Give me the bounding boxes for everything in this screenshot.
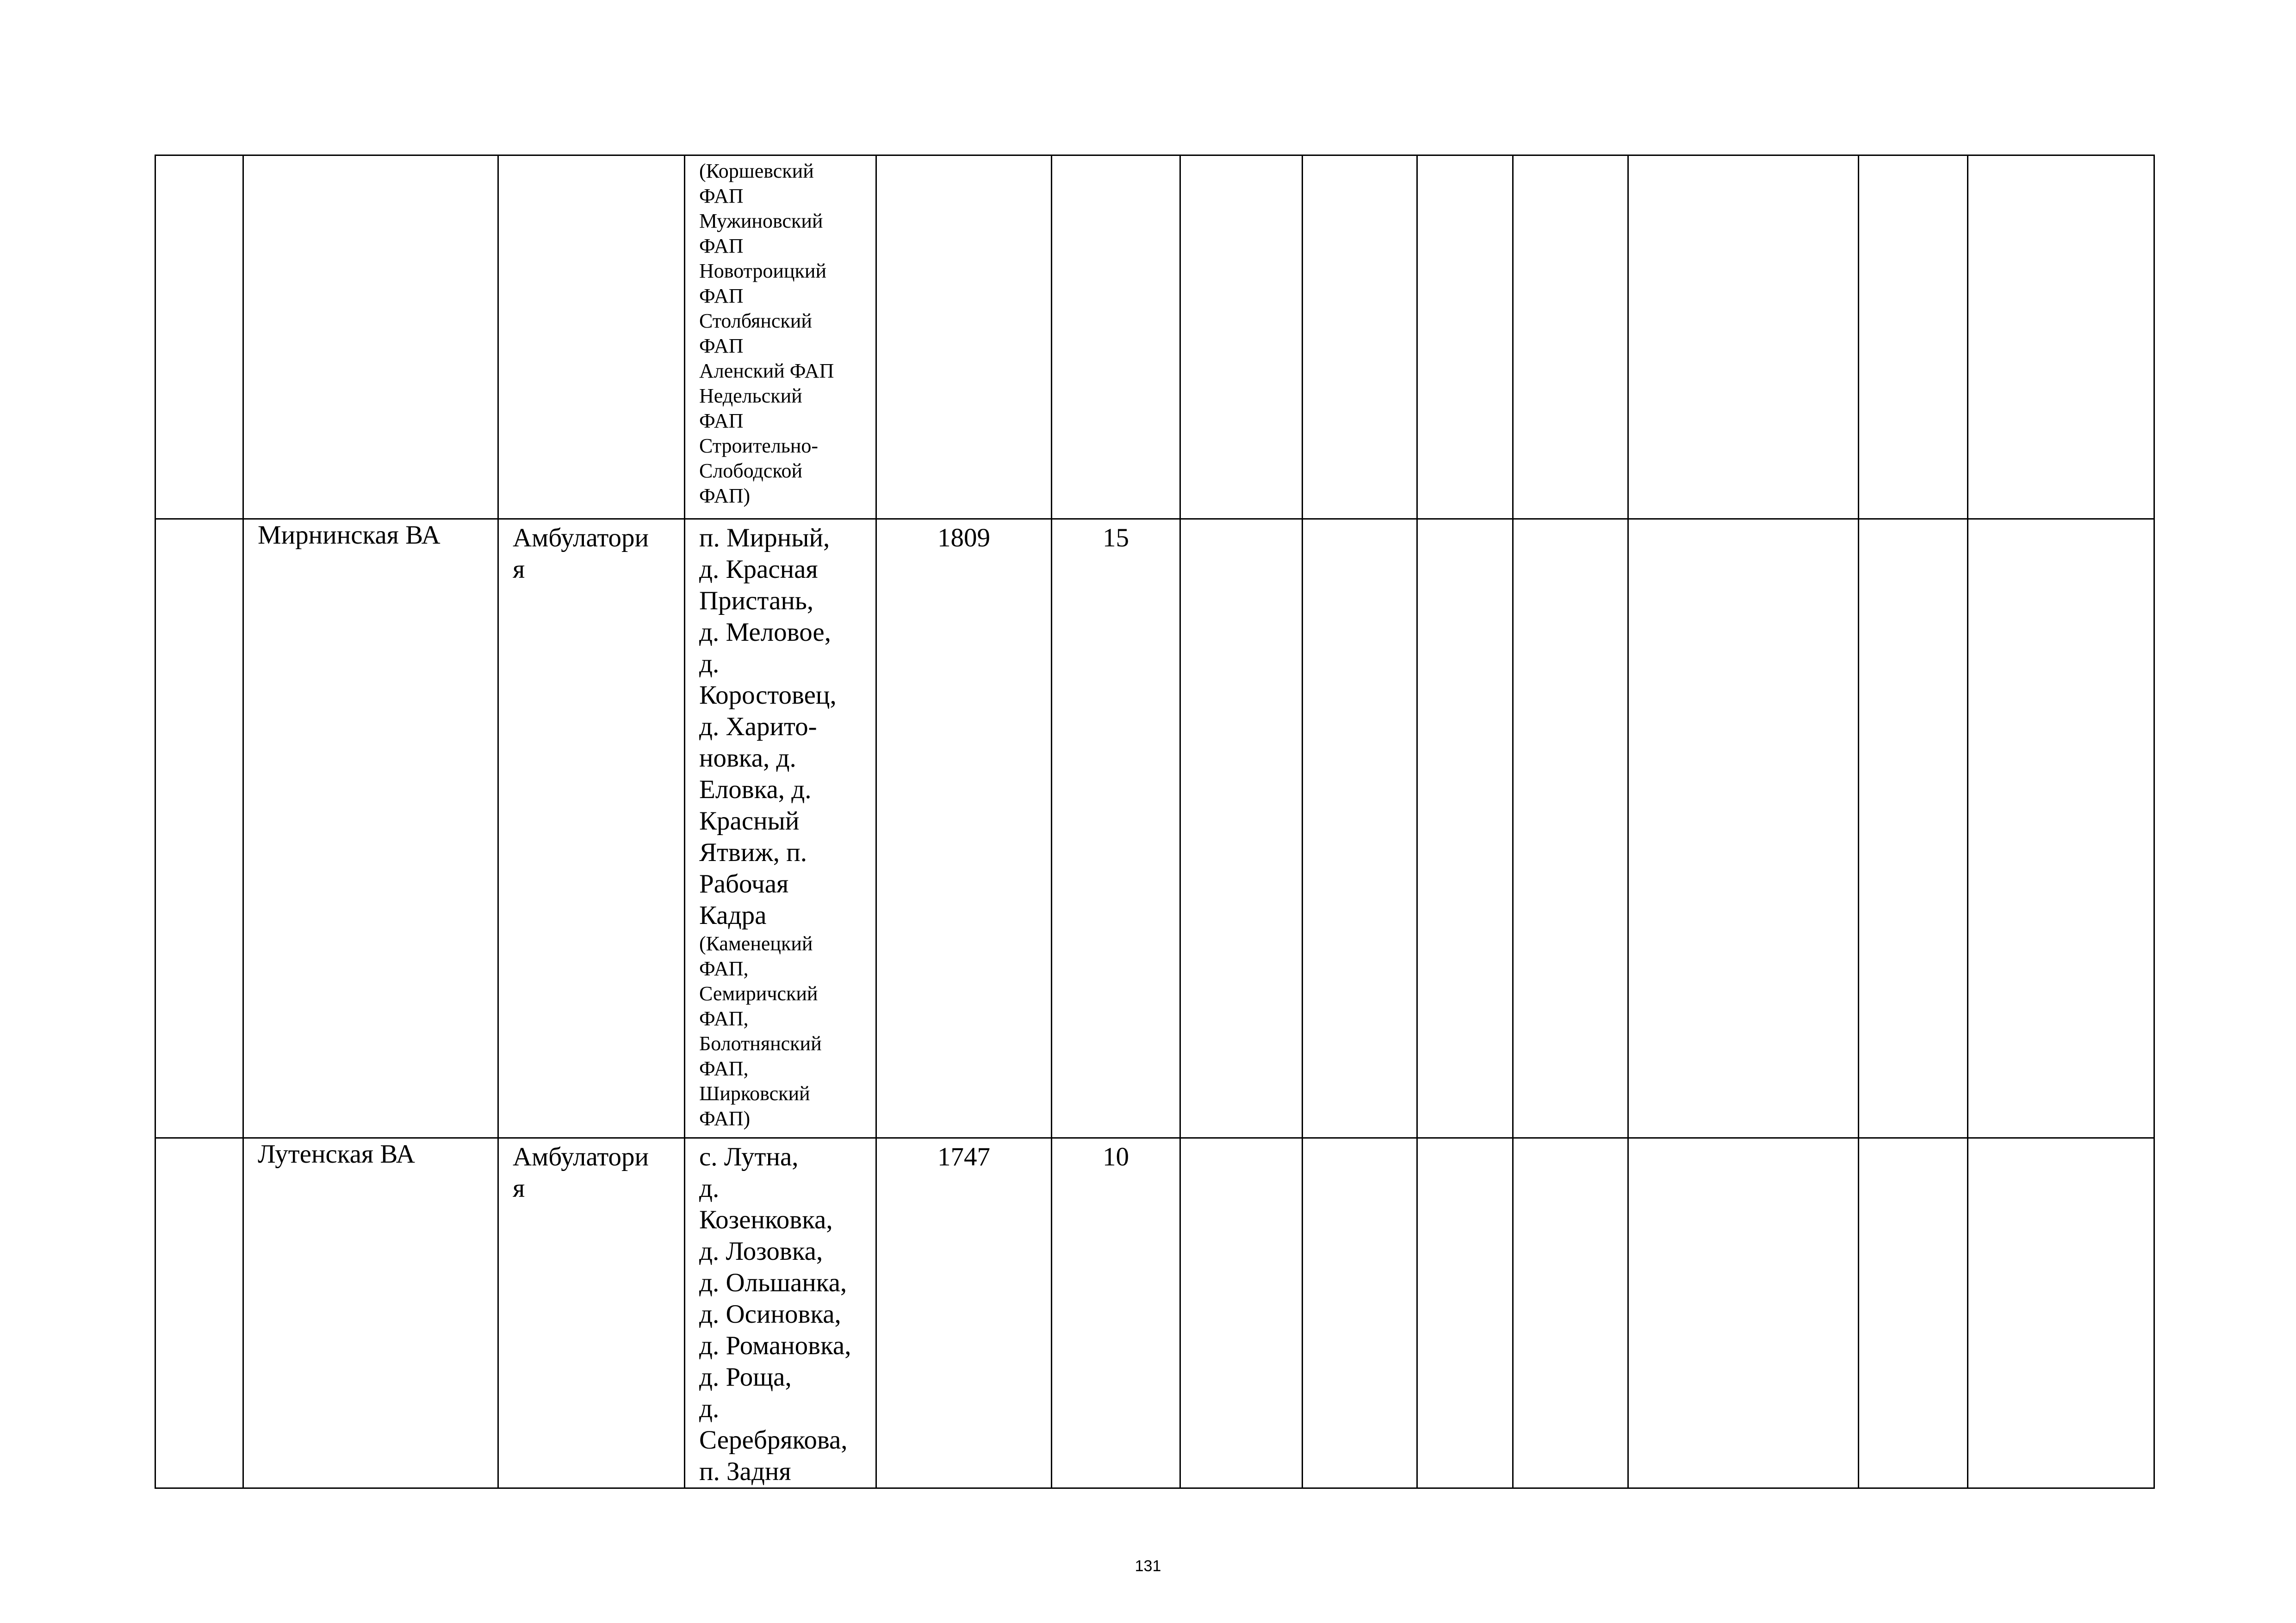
table-cell-staff: 10 — [1052, 1138, 1180, 1488]
table-cell-number — [155, 155, 243, 519]
table-cell-empty — [1968, 519, 2154, 1138]
table-cell-number — [155, 519, 243, 1138]
settlements-fap-text: (Коршевский ФАП Мужиновский ФАП Новотроицкий ФАП Столбянский ФАП Аленский ФАП Недельский ФАП Строительно- Слободской ФАП) — [699, 160, 834, 507]
table-cell-empty — [1180, 155, 1303, 519]
table-cell-empty — [1303, 519, 1417, 1138]
table-cell-staff — [1052, 155, 1180, 519]
table-cell-empty — [1303, 155, 1417, 519]
table-cell-empty — [1628, 155, 1859, 519]
table-cell-settlements — [685, 1138, 876, 1488]
page-number: 131 — [1135, 1557, 1161, 1575]
table-cell-empty — [1303, 1138, 1417, 1488]
table-cell-empty — [1180, 519, 1303, 1138]
table-cell-empty — [1859, 1138, 1968, 1488]
table-cell-empty — [1417, 1138, 1513, 1488]
table-cell-type: Амбулатори я — [498, 1138, 685, 1488]
table-row — [155, 519, 2154, 1138]
table-cell-settlements — [685, 519, 876, 1138]
settlements-main-text: с. Лутна, д. Козенковка, д. Лозовка, д. Ольшанка, д. Осиновка, д. Романовка, д. Роща, д. Серебрякова, п. Задня — [699, 1142, 851, 1486]
table-cell-empty — [1968, 155, 2154, 519]
table-cell-empty — [1859, 155, 1968, 519]
table-cell-empty — [1513, 155, 1628, 519]
table-cell-name: Лутенская ВА — [243, 1138, 498, 1488]
table-cell-empty — [1417, 519, 1513, 1138]
table-cell-staff: 15 — [1052, 519, 1180, 1138]
table-cell-empty — [1628, 519, 1859, 1138]
table-cell-number — [155, 1138, 243, 1488]
table-cell-empty — [1417, 155, 1513, 519]
table-cell-settlements — [685, 155, 876, 519]
table-row — [155, 155, 2154, 519]
table-cell-population: 1747 — [876, 1138, 1052, 1488]
table-cell-empty — [1180, 1138, 1303, 1488]
table-cell-population: 1809 — [876, 519, 1052, 1138]
table-cell-empty — [1513, 519, 1628, 1138]
settlements-fap-text: (Каменецкий ФАП, Семиричский ФАП, Болотнянский ФАП, Ширковский ФАП) — [699, 932, 822, 1130]
settlements-main-text: п. Мирный, д. Красная Пристань, д. Меловое, д. Коростовец, д. Харито- новка, д. Еловка, д. Красный Ятвиж, п. Рабочая Кадра — [699, 523, 837, 930]
table-cell-name: Мирнинская ВА — [243, 519, 498, 1138]
table-cell-empty — [1628, 1138, 1859, 1488]
table-cell-population — [876, 155, 1052, 519]
table-cell-empty — [1968, 1138, 2154, 1488]
table-cell-empty — [1513, 1138, 1628, 1488]
table-cell-empty — [1859, 519, 1968, 1138]
table-row — [155, 1138, 2154, 1488]
table-cell-type — [498, 155, 685, 519]
facilities-table — [155, 155, 2155, 1489]
table-cell-type: Амбулатори я — [498, 519, 685, 1138]
table-cell-name — [243, 155, 498, 519]
